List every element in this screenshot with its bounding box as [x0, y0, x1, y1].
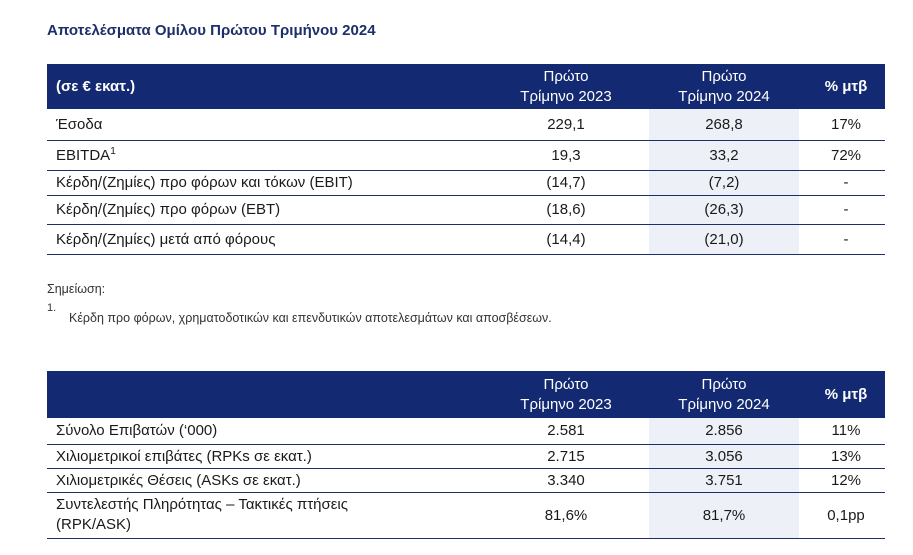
row-value-2023: (14,7): [546, 174, 586, 191]
row-value-2023: 2.715: [547, 447, 585, 465]
row-label: Χιλιομετρικοί επιβάτες (RPKs σε εκατ.): [56, 447, 312, 465]
row-value-2024: (7,2): [649, 170, 799, 195]
table-row: [47, 224, 885, 254]
header-pct-change: % μτβ: [824, 77, 868, 95]
row-value-2024: 268,8: [649, 109, 799, 140]
row-pct-change: 12%: [830, 471, 862, 489]
traffic-statistics-table: [47, 371, 885, 539]
row-value-2023: 19,3: [551, 146, 581, 164]
header-q1-2023-line2: Τρίμηνο 2023: [520, 87, 612, 105]
table-row: [47, 109, 885, 140]
row-value-2024: 2.856: [649, 418, 799, 444]
note-label: Σημείωση:: [47, 282, 106, 296]
header-q1-2023: [491, 64, 641, 109]
row-value-2023: 2.581: [547, 422, 585, 440]
header-q1-2023-line2: Τρίμηνο 2023: [520, 395, 612, 413]
row-pct-change: 17%: [830, 115, 862, 133]
row-label: EBITDA$^1$: [56, 146, 116, 164]
row-pct-change: -: [843, 201, 849, 218]
row-pct-change: -: [843, 174, 849, 191]
table-header-row: [47, 371, 885, 418]
table-header-row: [47, 64, 885, 109]
header-q1-2024-line2: Τρίμηνο 2024: [678, 395, 770, 413]
header-q1-2024-line1: Πρώτο: [701, 375, 747, 393]
page-title: Αποτελέσματα Ομίλου Πρώτου Τριμήνου 2024: [47, 22, 376, 39]
row-value-2023: 3.340: [547, 471, 585, 489]
header-q1-2024: [649, 64, 799, 109]
row-label: Σύνολο Επιβατών (‘000): [56, 422, 218, 440]
row-label: Κέρδη/(Ζημίες) προ φόρων (EBT): [56, 201, 281, 218]
row-value-2023: 229,1: [547, 115, 585, 133]
header-empty-label: [47, 371, 491, 418]
header-q1-2023-line1: Πρώτο: [543, 67, 589, 85]
row-value-2023: (14,4): [546, 230, 586, 248]
row-value-2024: (26,3): [649, 195, 799, 224]
row-value-2024: 81,7%: [649, 492, 799, 538]
table-row: [47, 444, 885, 468]
header-q1-2024: [649, 371, 799, 418]
row-label: [47, 492, 491, 538]
row-pct-change: 72%: [830, 146, 862, 164]
row-value-2024: 3.056: [649, 444, 799, 468]
footnote-marker: 1: [110, 146, 116, 157]
row-pct-change: 0,1pp: [827, 506, 865, 524]
row-pct-change: -: [843, 230, 849, 248]
row-label: Χιλιομετρικές Θέσεις (ASKs σε εκατ.): [56, 471, 301, 489]
financial-results-table: [47, 64, 885, 255]
header-q1-2023: [491, 371, 641, 418]
note-text: Κέρδη προ φόρων, χρηματοδοτικών και επενδυτικών αποτελεσμάτων και αποσβέσεων.: [69, 311, 552, 325]
row-label-line2: (RPK/ASK): [56, 516, 132, 533]
table-row: [47, 140, 885, 170]
row-label: Κέρδη/(Ζημίες) προ φόρων και τόκων (EBIT): [56, 174, 353, 191]
row-pct-change: 11%: [831, 422, 861, 440]
table-row: [47, 492, 885, 538]
table-row: [47, 468, 885, 492]
row-value-2024: (21,0): [649, 224, 799, 254]
row-label: Κέρδη/(Ζημίες) μετά από φόρους: [56, 230, 276, 248]
table-row: [47, 170, 885, 195]
row-pct-change: 13%: [830, 447, 862, 465]
header-pct-change: % μτβ: [824, 385, 868, 403]
row-label-line1: Συντελεστής Πληρότητας – Τακτικές πτήσεις: [56, 496, 348, 513]
header-q1-2024-line1: Πρώτο: [701, 67, 747, 85]
row-value-2023: (18,6): [546, 201, 586, 218]
table-row: [47, 418, 885, 444]
header-q1-2023-line1: Πρώτο: [543, 375, 589, 393]
row-label: Έσοδα: [56, 115, 103, 133]
header-units-label: (σε € εκατ.): [56, 77, 136, 95]
note-number: 1.: [47, 302, 57, 314]
row-value-2023: 81,6%: [544, 506, 588, 524]
row-value-2024: 33,2: [649, 140, 799, 170]
header-q1-2024-line2: Τρίμηνο 2024: [678, 87, 770, 105]
row-value-2024: 3.751: [649, 468, 799, 492]
table-row: [47, 195, 885, 224]
